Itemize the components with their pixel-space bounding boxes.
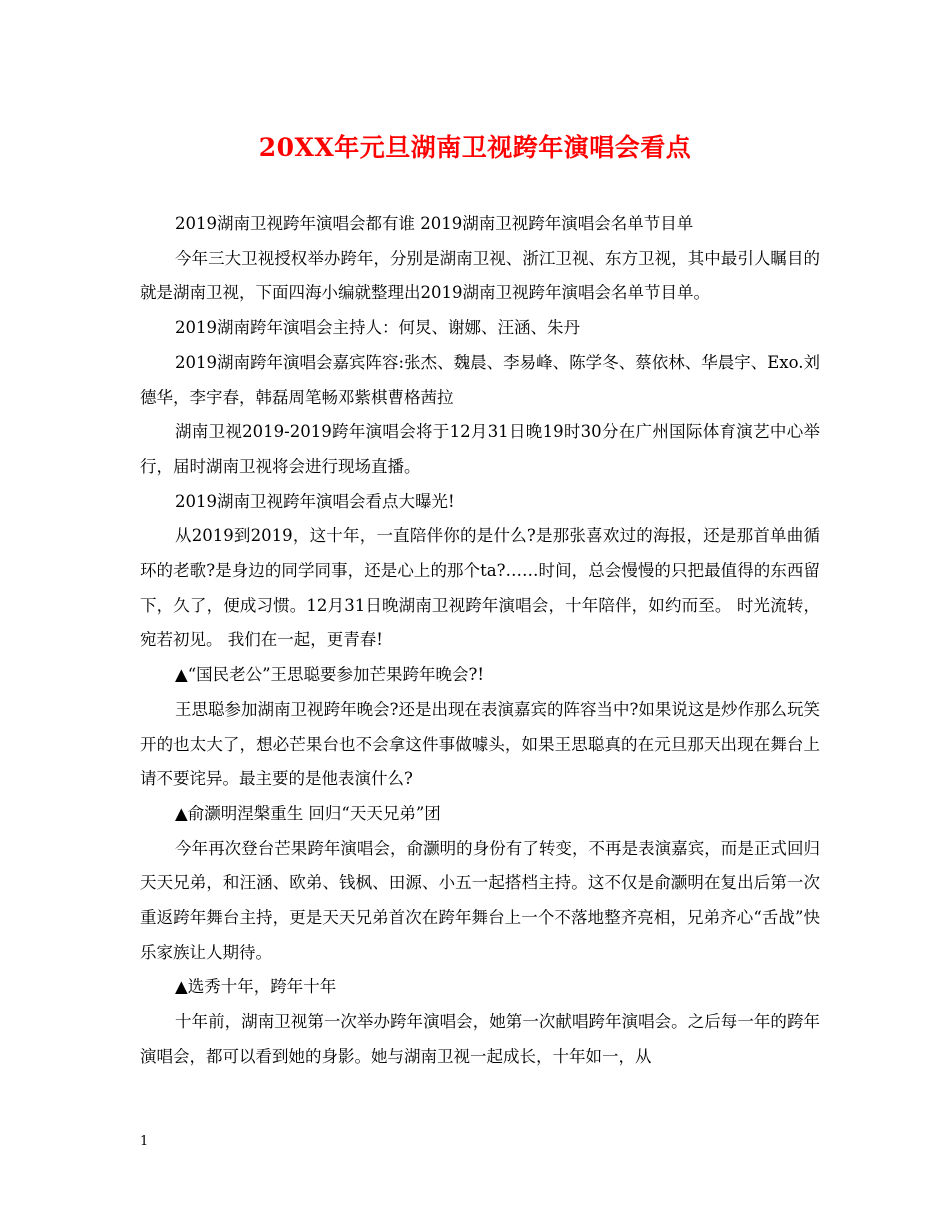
paragraph: 2019湖南卫视跨年演唱会都有谁 2019湖南卫视跨年演唱会名单节目单 xyxy=(175,214,694,233)
paragraph: 从2019到2019，这十年，一直陪伴你的是什么?是那张喜欢过的海报，还是那首单曲循环的老歌?是身边的同学同事，还是心上的那个ta?……时间，总会慢慢的只把最值得的东西留下，久了，便成习惯。12月31日晚湖南卫视跨年演唱会，十年陪伴，如约而至。 时光流转，宛若初见。 我们在一起，更青春! xyxy=(140,526,820,650)
section-heading: ▲选秀十年，跨年十年 xyxy=(175,977,337,997)
paragraph: 今年再次登台芒果跨年演唱会，俞灏明的身份有了转变，不再是表演嘉宾，而是正式回归天天兄弟，和汪涵、欧弟、钱枫、田源、小五一起搭档主持。这不仅是俞灏明在复出后第一次重返跨年舞台主持，更是天天兄弟首次在跨年舞台上一个不落地整齐亮相，兄弟齐心“舌战”快乐家族让人期待。 xyxy=(140,838,820,962)
section-heading: ▲“国民老公”王思聪要参加芒果跨年晚会?! xyxy=(175,665,485,685)
paragraph: 2019湖南跨年演唱会嘉宾阵容:张杰、魏晨、李易峰、陈学冬、蔡依林、华晨宇、Exo.刘德华，李宇春，韩磊周笔畅邓紫棋曹格茜拉 xyxy=(140,352,820,407)
document-body xyxy=(140,207,820,1075)
document-title: 20XX年元旦湖南卫视跨年演唱会看点 xyxy=(258,133,692,162)
paragraph: 2019湖南卫视跨年演唱会看点大曝光! xyxy=(175,491,455,511)
paragraph: 十年前，湖南卫视第一次举办跨年演唱会，她第一次献唱跨年演唱会。之后每一年的跨年演唱会，都可以看到她的身影。她与湖南卫视一起成长，十年如一，从 xyxy=(140,1012,820,1066)
paragraph: 2019湖南跨年演唱会主持人：何炅、谢娜、汪涵、朱丹 xyxy=(175,318,580,338)
paragraph: 今年三大卫视授权举办跨年，分别是湖南卫视、浙江卫视、东方卫视，其中最引人瞩目的就是湖南卫视，下面四海小编就整理出2019湖南卫视跨年演唱会名单节目单。 xyxy=(140,248,820,303)
page-number: 1 xyxy=(140,1134,149,1149)
section-heading: ▲俞灏明涅槃重生 回归“天天兄弟”团 xyxy=(175,803,441,823)
paragraph: 王思聪参加湖南卫视跨年晚会?还是出现在表演嘉宾的阵容当中?如果说这是炒作那么玩笑开的也太大了，想必芒果台也不会拿这件事做噱头，如果王思聪真的在元旦那天出现在舞台上请不要诧异。最主要的是他表演什么? xyxy=(140,699,820,789)
paragraph: 湖南卫视2019-2019跨年演唱会将于12月31日晚19时30分在广州国际体育演艺中心举行，届时湖南卫视将会进行现场直播。 xyxy=(140,422,820,476)
